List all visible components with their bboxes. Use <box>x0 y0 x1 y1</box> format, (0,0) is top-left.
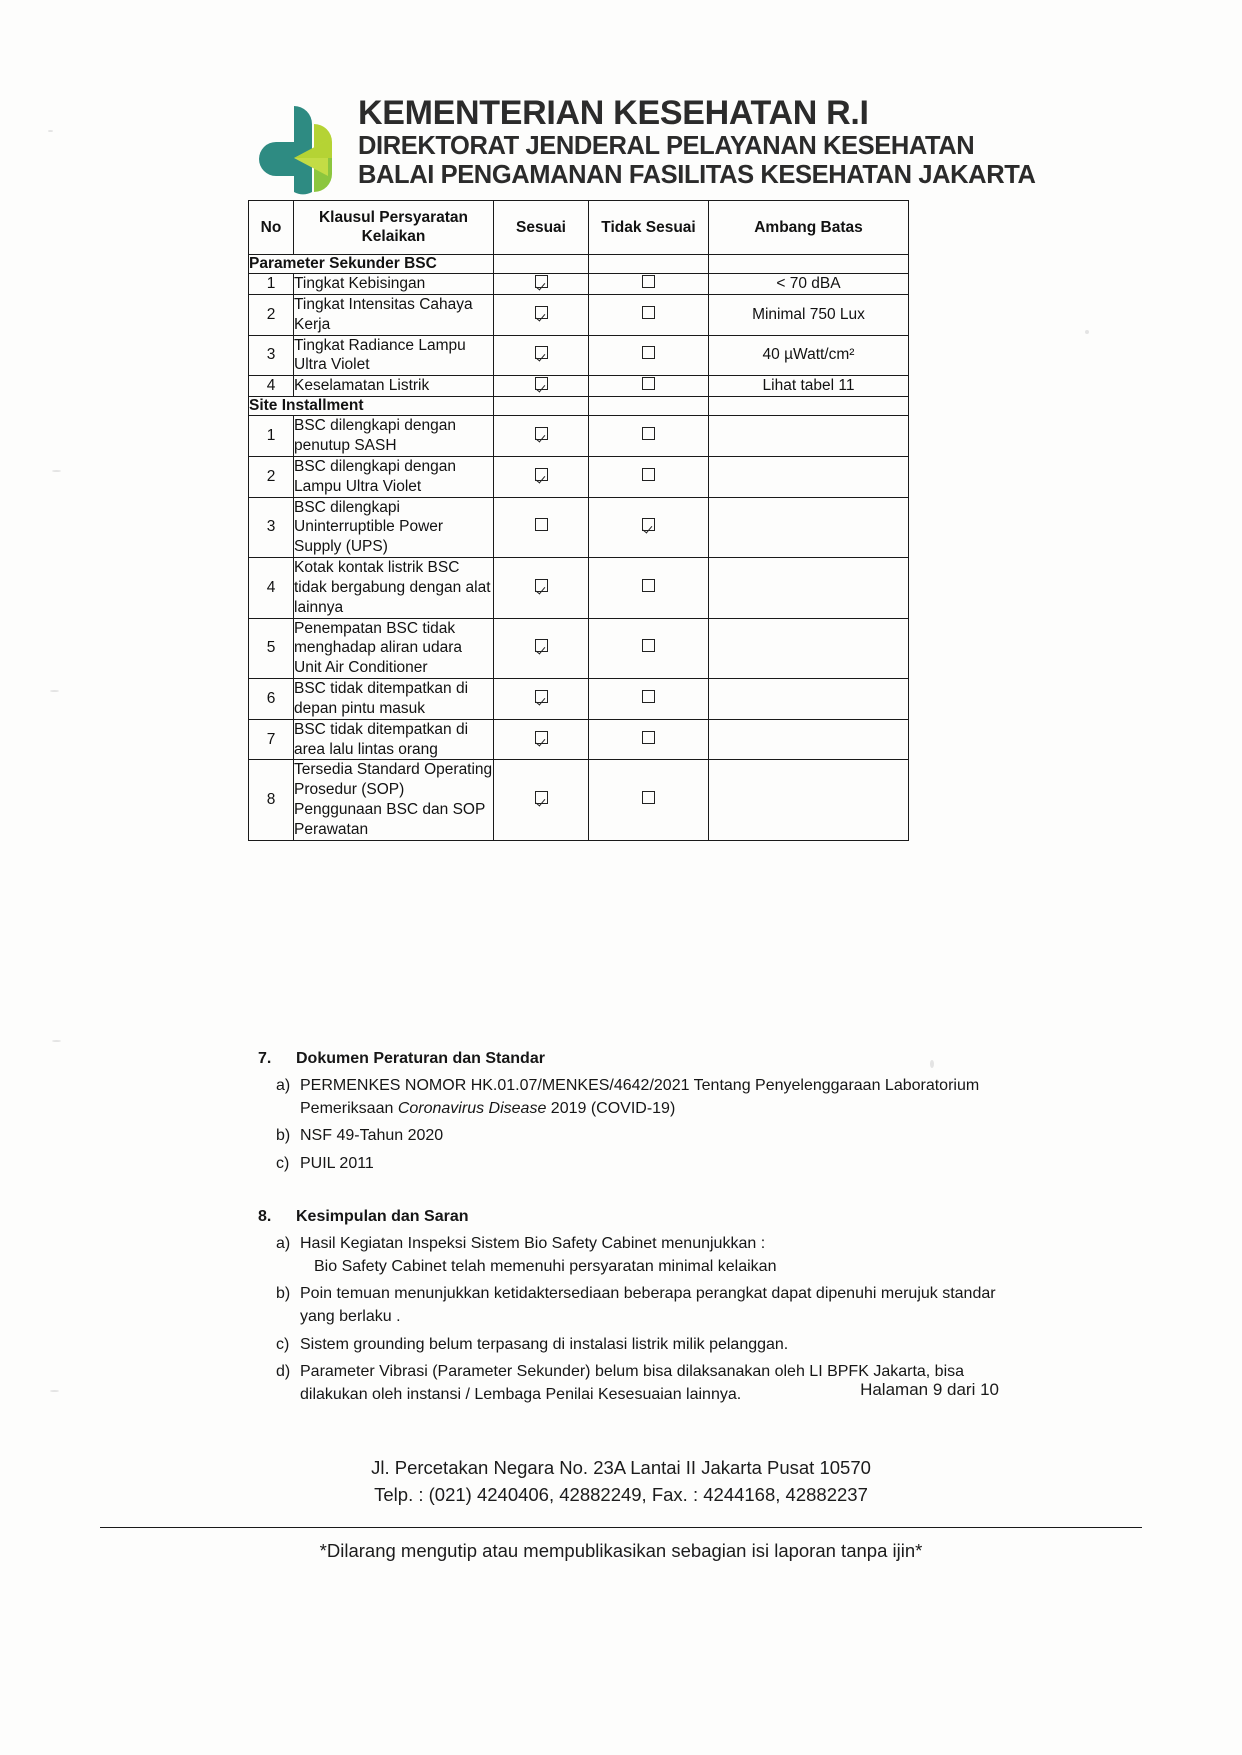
page-number: Halaman 9 dari 10 <box>860 1380 999 1399</box>
checkbox-cell-tidak-sesuai[interactable] <box>589 679 709 720</box>
row-ambang-batas <box>709 416 909 457</box>
list-subtext: Bio Safety Cabinet telah memenuhi persyaratan minimal kelaikan <box>314 1257 777 1275</box>
checkbox-tidak-sesuai[interactable] <box>642 468 655 481</box>
list-text: Parameter Vibrasi (Parameter Sekunder) belum bisa dilaksanakan oleh LI BPFK Jakarta, bisa dilakukan oleh instansi / Lembaga Penilai Kesesuaian lainnya. <box>300 1363 965 1404</box>
document-sections <box>258 1050 1018 1413</box>
row-number: 8 <box>249 760 294 840</box>
list-item <box>258 1334 1018 1357</box>
row-klausul: Tingkat Radiance Lampu Ultra Violet <box>294 335 494 376</box>
table-section-title: Site Installment <box>249 397 494 416</box>
checkbox-cell-sesuai[interactable] <box>494 760 589 840</box>
list-item <box>258 1075 1018 1120</box>
list-item <box>258 1233 1018 1278</box>
row-ambang-batas <box>709 618 909 678</box>
checkbox-cell-tidak-sesuai[interactable] <box>589 618 709 678</box>
column-header-sesuai: Sesuai <box>494 201 589 255</box>
section-8 <box>258 1208 1018 1407</box>
section-8-number: 8. <box>258 1207 272 1225</box>
checkbox-sesuai[interactable] <box>535 377 548 390</box>
checkbox-cell-sesuai[interactable] <box>494 558 589 618</box>
list-marker: b) <box>276 1127 291 1145</box>
table-section-row <box>249 397 909 416</box>
row-klausul: Penempatan BSC tidak menghadap aliran udara Unit Air Conditioner <box>294 618 494 678</box>
table-header-row <box>249 201 909 255</box>
row-number: 5 <box>249 618 294 678</box>
checkbox-sesuai[interactable] <box>535 306 548 319</box>
checkbox-cell-sesuai[interactable] <box>494 416 589 457</box>
column-header-tidak-sesuai: Tidak Sesuai <box>589 201 709 255</box>
list-text: Sistem grounding belum terpasang di instalasi listrik milik pelanggan. <box>300 1335 789 1353</box>
ministry-name: KEMENTERIAN KESEHATAN R.I <box>358 94 869 132</box>
section-8-heading <box>258 1208 1018 1226</box>
row-number: 3 <box>249 497 294 557</box>
checkbox-sesuai[interactable] <box>535 518 548 531</box>
table-section-empty-ambang <box>709 254 909 273</box>
row-ambang-batas <box>709 558 909 618</box>
row-klausul: Tersedia Standard Operating Prosedur (SOP) Penggunaan BSC dan SOP Perawatan <box>294 760 494 840</box>
checkbox-sesuai[interactable] <box>535 690 548 703</box>
checkbox-sesuai[interactable] <box>535 579 548 592</box>
checkbox-cell-tidak-sesuai[interactable] <box>589 335 709 376</box>
section-7-number: 7. <box>258 1050 272 1067</box>
checkbox-cell-sesuai[interactable] <box>494 679 589 720</box>
row-number: 4 <box>249 376 294 397</box>
checkbox-tidak-sesuai[interactable] <box>642 731 655 744</box>
footer-divider <box>100 1527 1142 1528</box>
checkbox-tidak-sesuai[interactable] <box>642 639 655 652</box>
checkbox-tidak-sesuai[interactable] <box>642 690 655 703</box>
scan-speckle <box>52 1040 61 1042</box>
checkbox-sesuai[interactable] <box>535 346 548 359</box>
list-marker: b) <box>276 1285 291 1303</box>
row-klausul: Tingkat Kebisingan <box>294 273 494 294</box>
checkbox-cell-tidak-sesuai[interactable] <box>589 497 709 557</box>
row-number: 7 <box>249 719 294 760</box>
checkbox-tidak-sesuai[interactable] <box>642 377 655 390</box>
checkbox-cell-sesuai[interactable] <box>494 335 589 376</box>
row-number: 3 <box>249 335 294 376</box>
section-8-title: Kesimpulan dan Saran <box>296 1207 469 1225</box>
checkbox-cell-tidak-sesuai[interactable] <box>589 416 709 457</box>
list-item <box>258 1153 1018 1176</box>
checkbox-tidak-sesuai[interactable] <box>642 579 655 592</box>
list-marker: a) <box>276 1077 291 1094</box>
checkbox-cell-tidak-sesuai[interactable] <box>589 760 709 840</box>
section-7-title: Dokumen Peraturan dan Standar <box>296 1050 545 1067</box>
section-7-list <box>258 1075 1018 1176</box>
table-row <box>249 618 909 678</box>
scan-speckle <box>52 470 61 472</box>
table-section-title: Parameter Sekunder BSC <box>249 254 494 273</box>
footer-disclaimer: *Dilarang mengutip atau mempublikasikan sebagian isi laporan tanpa ijin* <box>319 1540 923 1561</box>
list-text: NSF 49-Tahun 2020 <box>300 1127 444 1145</box>
section-7 <box>258 1050 1018 1176</box>
list-item <box>258 1125 1018 1148</box>
checkbox-cell-tidak-sesuai[interactable] <box>589 294 709 335</box>
row-klausul: Tingkat Intensitas Cahaya Kerja <box>294 294 494 335</box>
checklist-table-wrapper <box>248 200 908 841</box>
checkbox-sesuai[interactable] <box>535 639 548 652</box>
row-number: 1 <box>249 416 294 457</box>
list-text: Hasil Kegiatan Inspeksi Sistem Bio Safety Cabinet menunjukkan : Bio Safety Cabinet telah memenuhi persyaratan minimal kelaikan <box>300 1233 1018 1278</box>
checkbox-sesuai[interactable] <box>535 275 548 288</box>
row-ambang-batas: Minimal 750 Lux <box>709 294 909 335</box>
table-section-empty-sesuai <box>494 254 589 273</box>
table-row <box>249 497 909 557</box>
table-row <box>249 376 909 397</box>
checkbox-tidak-sesuai[interactable] <box>642 306 655 319</box>
table-body <box>249 254 909 840</box>
scan-speckle <box>48 130 53 132</box>
checkbox-cell-tidak-sesuai[interactable] <box>589 457 709 498</box>
checkbox-cell-sesuai[interactable] <box>494 376 589 397</box>
row-ambang-batas <box>709 497 909 557</box>
row-ambang-batas <box>709 760 909 840</box>
table-row <box>249 719 909 760</box>
row-ambang-batas: < 70 dBA <box>709 273 909 294</box>
checklist-table <box>248 200 909 841</box>
letterhead-text <box>358 92 1036 190</box>
table-section-empty-tidak <box>589 397 709 416</box>
scan-speckle <box>1085 330 1089 334</box>
table-section-empty-sesuai <box>494 397 589 416</box>
list-marker: a) <box>276 1234 291 1252</box>
list-text: Poin temuan menunjukkan ketidaktersediaan beberapa perangkat dapat dipenuhi merujuk standar yang berlaku . <box>300 1285 996 1326</box>
row-ambang-batas <box>709 457 909 498</box>
table-section-row <box>249 254 909 273</box>
checkbox-cell-sesuai[interactable] <box>494 294 589 335</box>
row-number: 2 <box>249 294 294 335</box>
column-header-klausul: Klausul Persyaratan Kelaikan <box>294 201 494 255</box>
checkbox-cell-sesuai[interactable] <box>494 497 589 557</box>
row-ambang-batas: Lihat tabel 11 <box>709 376 909 397</box>
list-marker: d) <box>276 1363 291 1381</box>
list-marker: c) <box>276 1335 290 1353</box>
table-row <box>249 679 909 720</box>
checkbox-cell-sesuai[interactable] <box>494 457 589 498</box>
checkbox-tidak-sesuai[interactable] <box>642 346 655 359</box>
row-ambang-batas <box>709 719 909 760</box>
checkbox-cell-tidak-sesuai[interactable] <box>589 376 709 397</box>
row-number: 2 <box>249 457 294 498</box>
list-marker: c) <box>276 1155 290 1173</box>
list-text: PERMENKES NOMOR HK.01.07/MENKES/4642/2021 Tentang Penyelenggaraan Laboratorium Pemeriksaan Coronavirus Disease 2019 (COVID-19) <box>300 1077 980 1117</box>
table-section-empty-ambang <box>709 397 909 416</box>
letterhead <box>248 92 1036 196</box>
checkbox-cell-tidak-sesuai[interactable] <box>589 558 709 618</box>
checkbox-cell-sesuai[interactable] <box>494 618 589 678</box>
checkbox-cell-tidak-sesuai[interactable] <box>589 719 709 760</box>
list-item <box>258 1283 1018 1328</box>
row-ambang-batas <box>709 679 909 720</box>
row-number: 4 <box>249 558 294 618</box>
checkbox-sesuai[interactable] <box>535 427 548 440</box>
row-klausul: BSC tidak ditempatkan di depan pintu masuk <box>294 679 494 720</box>
row-number: 1 <box>249 273 294 294</box>
address-line-1: Jl. Percetakan Negara No. 23A Lantai II Jakarta Pusat 10570 <box>371 1457 871 1478</box>
checkbox-sesuai[interactable] <box>535 731 548 744</box>
checkbox-cell-sesuai[interactable] <box>494 719 589 760</box>
table-row <box>249 273 909 294</box>
footer-address <box>0 1455 1242 1509</box>
scan-speckle <box>50 690 59 692</box>
table-row <box>249 416 909 457</box>
kemenkes-logo <box>248 96 344 196</box>
checkbox-tidak-sesuai[interactable] <box>642 518 655 531</box>
checkbox-tidak-sesuai[interactable] <box>642 275 655 288</box>
checkbox-tidak-sesuai[interactable] <box>642 791 655 804</box>
address-line-2: Telp. : (021) 4240406, 42882249, Fax. : 4244168, 42882237 <box>374 1483 868 1505</box>
column-header-no: No <box>249 201 294 255</box>
list-text: PUIL 2011 <box>300 1155 374 1173</box>
row-klausul: Kotak kontak listrik BSC tidak bergabung dengan alat lainnya <box>294 558 494 618</box>
row-klausul: Keselamatan Listrik <box>294 376 494 397</box>
row-ambang-batas: 40 µWatt/cm² <box>709 335 909 376</box>
table-row <box>249 335 909 376</box>
directorate-name: DIREKTORAT JENDERAL PELAYANAN KESEHATAN <box>358 131 975 160</box>
table-section-empty-tidak <box>589 254 709 273</box>
row-number: 6 <box>249 679 294 720</box>
column-header-ambang-batas: Ambang Batas <box>709 201 909 255</box>
checkbox-cell-tidak-sesuai[interactable] <box>589 273 709 294</box>
row-klausul: BSC dilengkapi dengan penutup SASH <box>294 416 494 457</box>
office-name: BALAI PENGAMANAN FASILITAS KESEHATAN JAKARTA <box>358 161 1036 189</box>
checkbox-cell-sesuai[interactable] <box>494 273 589 294</box>
row-klausul: BSC dilengkapi Uninterruptible Power Supply (UPS) <box>294 497 494 557</box>
row-klausul: BSC tidak ditempatkan di area lalu lintas orang <box>294 719 494 760</box>
section-7-heading <box>258 1050 1018 1068</box>
table-row <box>249 457 909 498</box>
table-row <box>249 760 909 840</box>
section-gap <box>258 1182 1018 1208</box>
scan-speckle <box>50 1390 59 1392</box>
checkbox-sesuai[interactable] <box>535 791 548 804</box>
checkbox-sesuai[interactable] <box>535 468 548 481</box>
row-klausul: BSC dilengkapi dengan Lampu Ultra Violet <box>294 457 494 498</box>
table-row <box>249 558 909 618</box>
checkbox-tidak-sesuai[interactable] <box>642 427 655 440</box>
table-row <box>249 294 909 335</box>
